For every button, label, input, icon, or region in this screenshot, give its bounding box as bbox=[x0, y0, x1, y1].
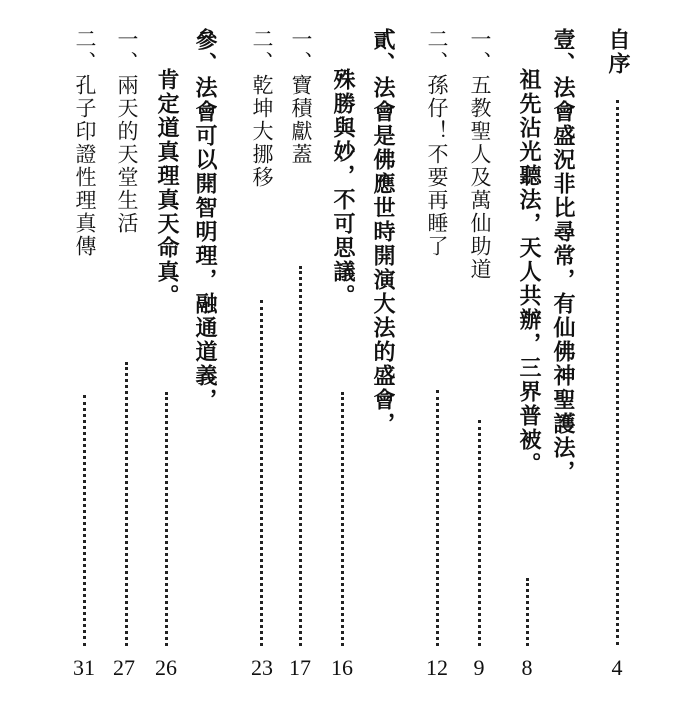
toc-page-number: 27 bbox=[113, 655, 135, 680]
dot-leader bbox=[478, 420, 481, 646]
dot-leader bbox=[616, 100, 619, 645]
toc-entry-section-2[interactable]: 貳、法會是佛應世時開演大法的盛會， bbox=[370, 28, 396, 436]
toc-page-number: 4 bbox=[611, 655, 623, 680]
toc-entry-3-1[interactable]: 一、兩天的天堂生活 bbox=[115, 28, 139, 235]
toc-page-number: 17 bbox=[289, 655, 311, 680]
toc-page-number: 26 bbox=[155, 655, 177, 680]
dot-leader bbox=[299, 266, 302, 646]
toc-page-number: 31 bbox=[73, 655, 95, 680]
toc-entry-3-2[interactable]: 二、孔子印證性理真傳 bbox=[73, 28, 97, 258]
toc-entry-1-2[interactable]: 二、孫仔！不要再睡了 bbox=[425, 28, 449, 258]
dot-leader bbox=[260, 300, 263, 646]
dot-leader bbox=[125, 362, 128, 646]
toc-entry-2-1[interactable]: 一、寶積獻蓋 bbox=[289, 28, 313, 166]
toc-page-number: 12 bbox=[426, 655, 448, 680]
dot-leader bbox=[341, 392, 344, 646]
dot-leader bbox=[436, 390, 439, 646]
toc-entry-2-2[interactable]: 二、乾坤大挪移 bbox=[250, 28, 274, 189]
toc-page-number: 8 bbox=[521, 655, 533, 680]
toc-page-number: 23 bbox=[251, 655, 273, 680]
toc-page-number: 9 bbox=[473, 655, 485, 680]
toc-entry-section-3-cont: 肯定道真理真天命真。 bbox=[154, 68, 180, 308]
toc-entry-section-1[interactable]: 壹、法會盛況非比尋常，有仙佛神聖護法， bbox=[550, 28, 576, 484]
dot-leader bbox=[526, 578, 529, 646]
toc-entry-preface[interactable]: 自序 bbox=[605, 28, 631, 76]
dot-leader bbox=[83, 395, 86, 646]
toc-entry-section-3[interactable]: 參、法會可以開智明理，融通道義， bbox=[192, 28, 218, 412]
toc-page-number: 16 bbox=[331, 655, 353, 680]
toc-entry-section-1-cont: 祖先沾光聽法，天人共辦，三界普被。 bbox=[516, 68, 542, 476]
dot-leader bbox=[165, 392, 168, 646]
toc-entry-section-2-cont: 殊勝與妙，不可思議。 bbox=[330, 68, 356, 308]
toc-entry-1-1[interactable]: 一、五教聖人及萬仙助道 bbox=[468, 28, 492, 281]
